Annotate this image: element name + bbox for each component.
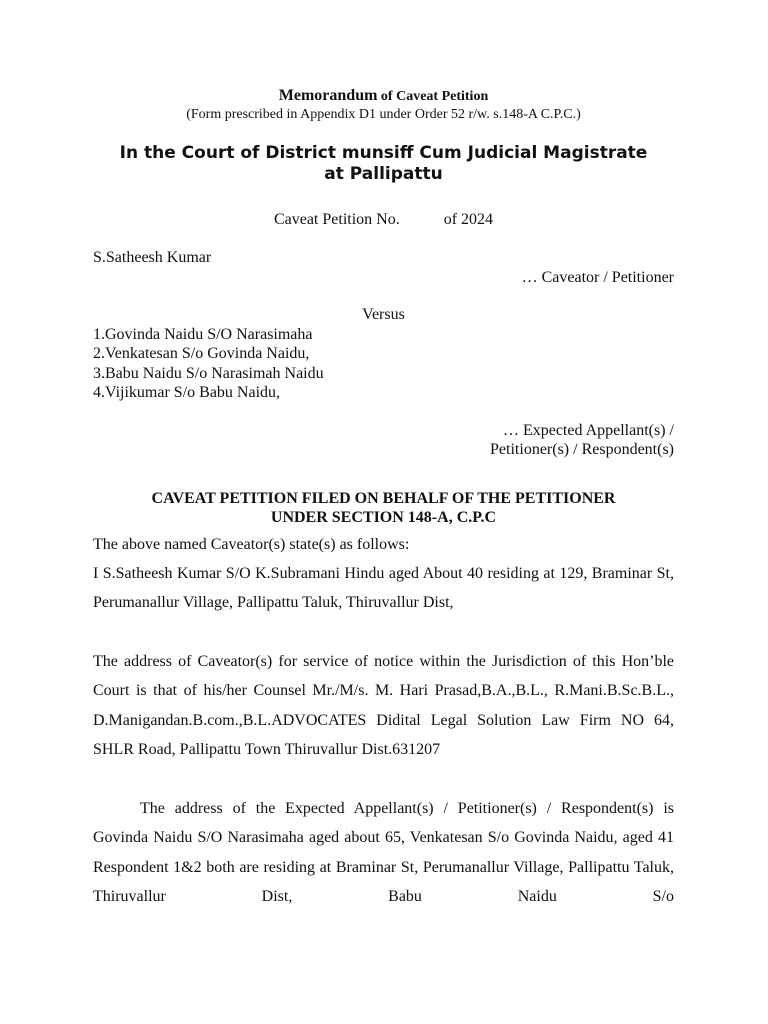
memorandum-title bbox=[93, 86, 674, 107]
respondent-role-line2: Petitioner(s) / Respondent(s) bbox=[490, 441, 674, 458]
form-note: (Form prescribed in Appendix D1 under Order 52 r/w. s.148-A C.P.C.) bbox=[186, 107, 581, 122]
respondent-address-paragraph: The address of the Expected Appellant(s) / Petitioner(s) / Respondent(s) is Govinda Naidu S/O Narasimaha aged about 65, Venkatesan S/o Govinda Naidu, aged 41 Respondent 1&2 both are residing at Braminar St, Perumanallur Village, Pallipattu Taluk, Thiruvallur Dist, Babu Naidu S/o bbox=[93, 799, 674, 905]
respondent-role-line1: … Expected Appellant(s) / bbox=[502, 421, 674, 439]
respondent-item: 1.Govinda Naidu S/O Narasimaha bbox=[93, 325, 313, 343]
memorandum-rest: of Caveat Petition bbox=[377, 89, 489, 104]
petition-number bbox=[93, 210, 674, 230]
court-title-line2: at Pallipattu bbox=[324, 164, 443, 184]
petition-number-label: Caveat Petition No. bbox=[273, 211, 400, 228]
petition-heading bbox=[93, 489, 674, 527]
respondent-item: 2.Venkatesan S/o Govinda Naidu, bbox=[93, 345, 310, 362]
caveator-role: … Caveator / Petitioner bbox=[521, 268, 674, 286]
memorandum-bold: Memorandum bbox=[278, 87, 378, 104]
respondent-item: 3.Babu Naidu S/o Narasimah Naidu bbox=[93, 364, 324, 382]
respondent-list bbox=[93, 325, 674, 403]
versus-label: Versus bbox=[362, 306, 405, 323]
petition-year: of 2024 bbox=[443, 211, 494, 228]
statement-intro: The above named Caveator(s) state(s) as follows: bbox=[93, 535, 410, 553]
document-page bbox=[93, 86, 674, 912]
caveator-name: S.Satheesh Kumar bbox=[93, 249, 212, 266]
petition-heading-line1: CAVEAT PETITION FILED ON BEHALF OF THE PETITIONER bbox=[151, 489, 616, 507]
court-title bbox=[93, 143, 674, 185]
caveator-address-paragraph: The address of Caveator(s) for service of notice within the Jurisdiction of this Hon’ble Court is that of his/her Counsel Mr./M/s. M. Hari Prasad,B.A.,B.L., R.Mani.B.Sc.B.L., D.Manigandan.B.com.,B.L.ADVOCATES Didital Legal Solution Law Firm NO 64, SHLR Road, Pallipattu Town Thiruvallur Dist.631207 bbox=[93, 652, 674, 758]
respondent-item: 4.Vijikumar S/o Babu Naidu, bbox=[93, 384, 281, 401]
petition-heading-line2: UNDER SECTION 148-A, C.P.C bbox=[270, 508, 497, 526]
caveator-details-paragraph: I S.Satheesh Kumar S/O K.Subramani Hindu aged About 40 residing at 129, Braminar St, Perumanallur Village, Pallipattu Taluk, Thiruvallur Dist, bbox=[93, 564, 674, 611]
court-title-line1: In the Court of District munsiff Cum Judicial Magistrate bbox=[119, 143, 648, 163]
